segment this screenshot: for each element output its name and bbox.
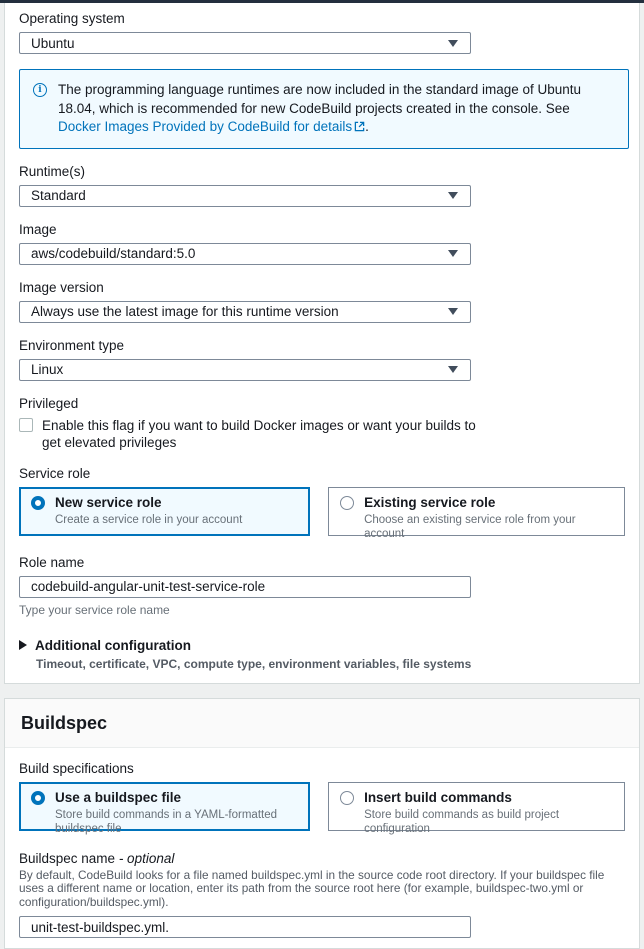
caret-down-icon bbox=[448, 308, 458, 315]
use-buildspec-file-card[interactable] bbox=[19, 782, 310, 835]
environment-type-field bbox=[19, 338, 625, 381]
existing-service-role-card[interactable] bbox=[328, 487, 625, 540]
buildspec-name-label-text: Buildspec name bbox=[19, 850, 116, 866]
buildspec-name-description: By default, CodeBuild looks for a file named buildspec.yml in the source code root directory. If your buildspec file uses a different name or location, enter its path from the source root here (for example, buildspec-two.yml or configuration/buildspec.yml). bbox=[19, 867, 605, 909]
docker-images-link[interactable] bbox=[58, 119, 365, 134]
operating-system-label: Operating system bbox=[19, 11, 125, 26]
banner-text-after: . bbox=[365, 119, 369, 135]
buildspec-name-label bbox=[19, 851, 625, 867]
privileged-label: Privileged bbox=[19, 395, 79, 411]
section-gap bbox=[0, 684, 644, 698]
new-service-role-title: New service role bbox=[55, 494, 162, 510]
banner-text-before: The programming language runtimes are now included in the standard image of Ubuntu 18.04, which is recommended for new CodeBuild projects created in the console. See bbox=[58, 82, 582, 116]
privileged-checkbox-label: Enable this flag if you want to build Docker images or want your builds to get elevated privileges bbox=[42, 417, 476, 450]
caret-down-icon bbox=[448, 366, 458, 373]
image-label: Image bbox=[19, 221, 57, 237]
service-role-label: Service role bbox=[19, 465, 91, 481]
image-field bbox=[19, 222, 625, 265]
image-version-value: Always use the latest image for this runtime version bbox=[31, 304, 339, 320]
role-name-label: Role name bbox=[19, 554, 85, 570]
radio-button-selected[interactable] bbox=[31, 791, 45, 805]
privileged-field bbox=[19, 396, 625, 451]
radio-button-selected[interactable] bbox=[31, 496, 45, 510]
image-select[interactable] bbox=[19, 243, 471, 265]
insert-build-commands-card[interactable] bbox=[328, 782, 625, 835]
build-specifications-field bbox=[19, 760, 625, 835]
banner-link-text: Docker Images Provided by CodeBuild for details bbox=[58, 119, 353, 135]
buildspec-name-field bbox=[19, 851, 625, 939]
build-specifications-label: Build specifications bbox=[19, 760, 134, 776]
service-role-field bbox=[19, 465, 625, 540]
buildspec-name-input[interactable] bbox=[19, 916, 471, 938]
role-name-helper: Type your service role name bbox=[19, 602, 170, 617]
external-link-icon bbox=[354, 121, 365, 132]
radio-button-unselected[interactable] bbox=[340, 496, 354, 510]
existing-service-role-title: Existing service role bbox=[364, 494, 496, 510]
new-service-role-description: Create a service role in your account bbox=[55, 513, 243, 526]
buildspec-header bbox=[5, 699, 639, 748]
buildspec-section-title: Buildspec bbox=[21, 712, 108, 733]
use-buildspec-file-description: Store build commands in a YAML-formatted buildspec file bbox=[55, 808, 278, 835]
runtime-select[interactable] bbox=[19, 185, 471, 207]
additional-configuration-expander[interactable] bbox=[19, 637, 625, 671]
operating-system-field bbox=[19, 11, 625, 54]
runtime-info-banner bbox=[19, 69, 629, 149]
environment-type-value: Linux bbox=[31, 362, 64, 378]
use-buildspec-file-title: Use a buildspec file bbox=[55, 789, 182, 805]
runtime-value: Standard bbox=[31, 188, 86, 204]
runtime-label: Runtime(s) bbox=[19, 163, 86, 179]
banner-text bbox=[58, 81, 612, 137]
operating-system-select[interactable] bbox=[19, 32, 471, 54]
additional-configuration-subtitle: Timeout, certificate, VPC, compute type, environment variables, file systems bbox=[36, 656, 472, 671]
buildspec-panel bbox=[4, 698, 640, 949]
operating-system-value: Ubuntu bbox=[31, 35, 75, 51]
caret-down-icon bbox=[448, 250, 458, 257]
caret-down-icon bbox=[448, 40, 458, 47]
caret-down-icon bbox=[448, 192, 458, 199]
environment-panel bbox=[4, 3, 640, 684]
environment-type-select[interactable] bbox=[19, 359, 471, 381]
environment-type-label: Environment type bbox=[19, 337, 125, 353]
insert-build-commands-description: Store build commands as build project configuration bbox=[364, 808, 560, 835]
info-icon bbox=[33, 83, 47, 97]
image-version-label: Image version bbox=[19, 279, 104, 295]
image-value: aws/codebuild/standard:5.0 bbox=[31, 246, 196, 262]
image-version-select[interactable] bbox=[19, 301, 471, 323]
existing-service-role-description: Choose an existing service role from your account bbox=[364, 513, 576, 540]
role-name-input[interactable] bbox=[19, 576, 471, 598]
insert-build-commands-title: Insert build commands bbox=[364, 789, 512, 805]
buildspec-name-optional-text: - optional bbox=[115, 850, 175, 866]
additional-configuration-title: Additional configuration bbox=[35, 637, 191, 653]
runtime-field bbox=[19, 164, 625, 207]
privileged-checkbox[interactable] bbox=[19, 418, 33, 432]
new-service-role-card[interactable] bbox=[19, 487, 310, 536]
expand-right-arrow-icon bbox=[19, 640, 27, 650]
role-name-field bbox=[19, 555, 625, 617]
image-version-field bbox=[19, 280, 625, 323]
radio-button-unselected[interactable] bbox=[340, 791, 354, 805]
